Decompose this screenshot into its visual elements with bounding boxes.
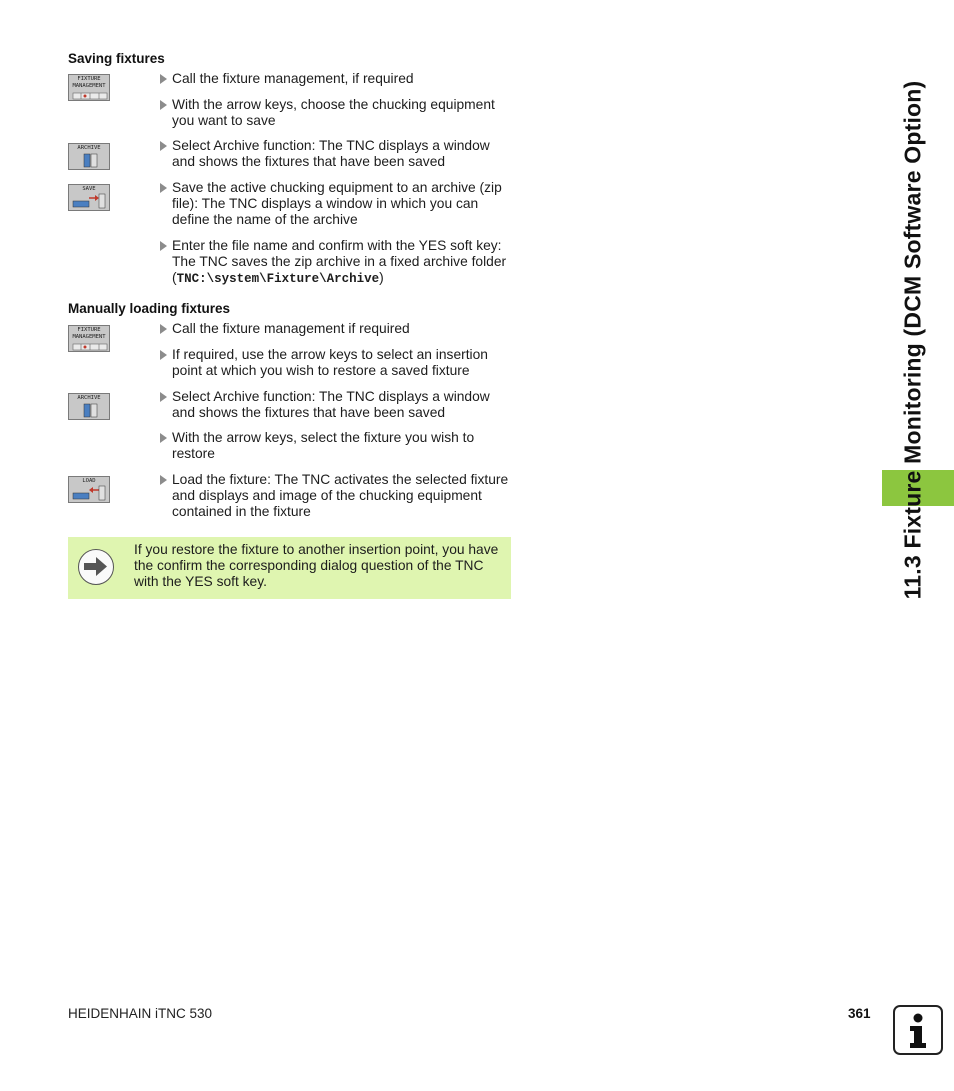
step-load-1: Call the fixture management if required <box>160 321 516 337</box>
softkey-label: ARCHIVE <box>77 145 101 151</box>
bullet-arrow-icon <box>160 241 167 251</box>
bullet-arrow-icon <box>160 433 167 443</box>
fixture-table-icon <box>69 326 111 353</box>
step-save-2: With the arrow keys, choose the chucking equipment you want to save <box>160 97 516 129</box>
archive-icon <box>69 144 111 171</box>
softkey-fixture-management-load[interactable] <box>68 325 110 352</box>
step-save-3: Select Archive function: The TNC displays a window and shows the fixtures that have been saved <box>160 138 516 170</box>
softkey-fixture-management[interactable] <box>68 74 110 101</box>
heading-saving-fixtures: Saving fixtures <box>68 51 165 66</box>
softkey-save[interactable] <box>68 184 110 211</box>
step-load-3: Select Archive function: The TNC displays a window and shows the fixtures that have been saved <box>160 389 516 421</box>
softkey-label: FIXTURE MANAGEMENT <box>72 327 106 340</box>
softkey-archive[interactable] <box>68 143 110 170</box>
load-from-archive-icon <box>69 477 111 504</box>
bullet-arrow-icon <box>160 392 167 402</box>
softkey-archive-load[interactable] <box>68 393 110 420</box>
page-number: 361 <box>848 1006 871 1021</box>
footer-product: HEIDENHAIN iTNC 530 <box>68 1006 213 1021</box>
step-load-2: If required, use the arrow keys to select an insertion point at which you wish to restore a saved fixture <box>160 347 516 379</box>
bullet-arrow-icon <box>160 183 167 193</box>
softkey-load[interactable] <box>68 476 110 503</box>
step-save-5-close: ) <box>379 270 384 285</box>
softkey-label: FIXTURE MANAGEMENT <box>72 76 106 89</box>
note-text: If you restore the fixture to another insertion point, you have the confirm the corresponding dialog question of the TNC with the YES soft key. <box>134 542 499 589</box>
bullet-arrow-icon <box>160 350 167 360</box>
save-to-archive-icon <box>69 185 111 212</box>
archive-icon <box>69 394 111 421</box>
note-box <box>68 537 511 599</box>
step-save-1: Call the fixture management, if required <box>160 71 516 87</box>
step-load-4: With the arrow keys, select the fixture you wish to restore <box>160 430 516 462</box>
bullet-arrow-icon <box>160 141 167 151</box>
softkey-label: LOAD <box>82 478 96 484</box>
bullet-arrow-icon <box>160 475 167 485</box>
heading-loading-fixtures: Manually loading fixtures <box>68 301 231 316</box>
bullet-arrow-icon <box>160 100 167 110</box>
softkey-label: SAVE <box>82 186 96 192</box>
bullet-arrow-icon <box>160 324 167 334</box>
step-save-5 <box>160 238 516 287</box>
step-save-5-text: Enter the file name and confirm with the YES soft key: The TNC saves the zip archive in a fixed archive folder ( <box>172 238 507 285</box>
info-icon <box>893 1005 943 1055</box>
fixture-table-icon <box>69 75 111 102</box>
step-load-5: Load the fixture: The TNC activates the selected fixture and displays and image of the chucking equipment contained in the fixture <box>160 472 516 520</box>
archive-path: TNC:\system\Fixture\Archive <box>176 272 380 286</box>
chapter-title-vertical: 11.3 Fixture Monitoring (DCM Software Option) <box>899 80 926 600</box>
softkey-label: ARCHIVE <box>77 395 101 401</box>
bullet-arrow-icon <box>160 74 167 84</box>
arrow-right-icon <box>78 549 114 585</box>
step-save-4: Save the active chucking equipment to an archive (zip file): The TNC displays a window in which you can define the name of the archive <box>160 180 516 228</box>
